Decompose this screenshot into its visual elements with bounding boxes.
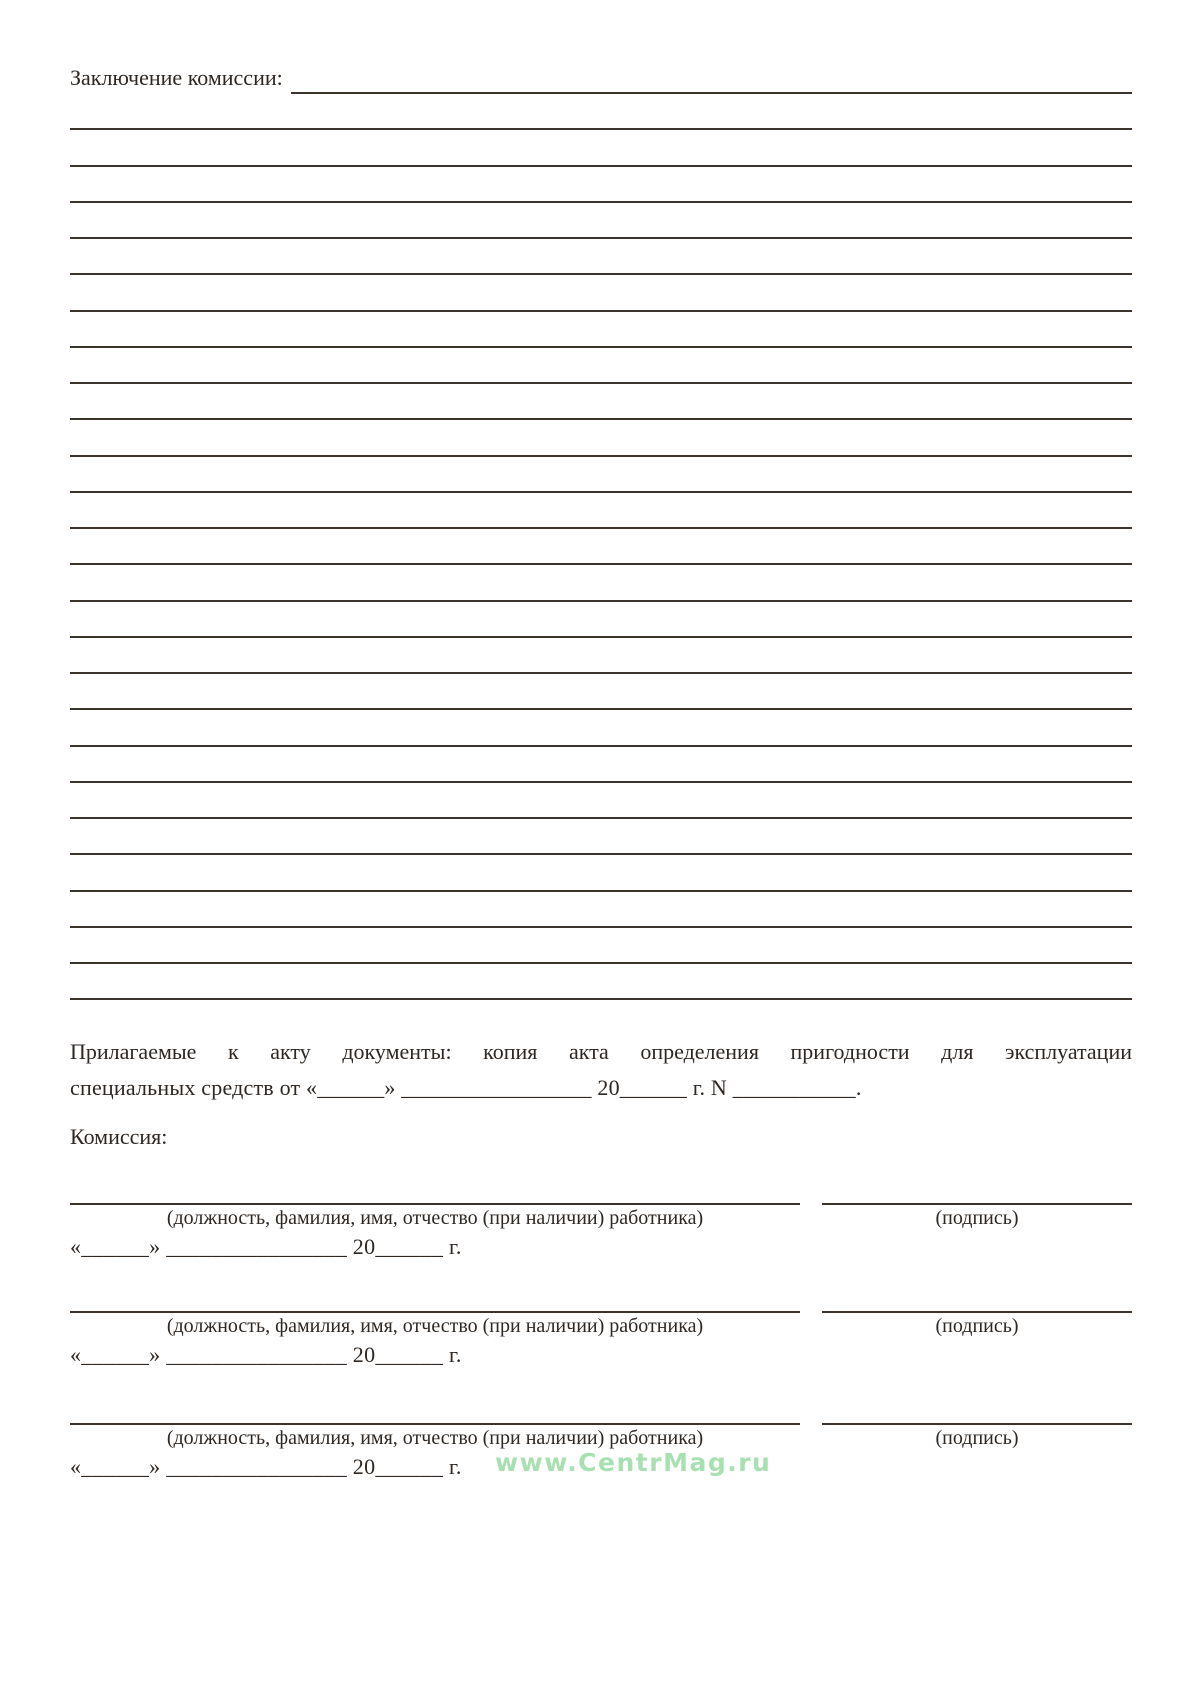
ruled-line — [70, 674, 1132, 710]
attached-documents-paragraph — [70, 1034, 1132, 1106]
signature-block-1 — [70, 1171, 1132, 1261]
commission-label: Комиссия: — [70, 1124, 168, 1150]
signature-caption-sign: (подпись) — [935, 1315, 1019, 1338]
ruled-line — [70, 638, 1132, 674]
signature-sign-blank-line — [822, 1391, 1132, 1425]
signature-lines-row — [70, 1171, 1132, 1205]
attached-documents-line2: специальных средств от «______» _________________ 20______ г. N ___________. — [70, 1075, 862, 1101]
signature-captions-row — [70, 1313, 1132, 1339]
signature-caption-name: (должность, фамилия, имя, отчество (при наличии) работника) — [166, 1427, 704, 1450]
signature-block-3 — [70, 1391, 1132, 1481]
signature-caption-sign: (подпись) — [935, 1207, 1019, 1230]
ruled-line — [70, 565, 1132, 601]
ruled-line — [70, 892, 1132, 928]
signature-lines-row — [70, 1279, 1132, 1313]
ruled-line — [70, 420, 1132, 456]
signature-name-blank-line — [70, 1171, 800, 1205]
signature-lines-row — [70, 1391, 1132, 1425]
ruled-line — [70, 783, 1132, 819]
ruled-line — [70, 855, 1132, 891]
signature-caption-name: (должность, фамилия, имя, отчество (при наличии) работника) — [166, 1315, 704, 1338]
ruled-line — [70, 275, 1132, 311]
signature-date-line: «______» ________________ 20______ г. — [70, 1342, 462, 1368]
signature-captions-row — [70, 1425, 1132, 1451]
signature-name-blank-line — [70, 1391, 800, 1425]
signature-sign-blank-line — [822, 1279, 1132, 1313]
ruled-line — [70, 167, 1132, 203]
ruled-line — [70, 94, 1132, 130]
ruled-line — [70, 203, 1132, 239]
ruled-line — [70, 130, 1132, 166]
attached-documents-line1: Прилагаемые к акту документы: копия акта определения пригодности для эксплуатации — [70, 1039, 1132, 1065]
ruled-line — [70, 964, 1132, 1000]
conclusion-ruled-lines — [70, 94, 1132, 1000]
ruled-line — [70, 747, 1132, 783]
conclusion-label: Заключение комиссии: — [70, 65, 283, 90]
ruled-line — [70, 348, 1132, 384]
signature-block-2 — [70, 1279, 1132, 1369]
ruled-line — [70, 529, 1132, 565]
ruled-line — [70, 312, 1132, 348]
ruled-line — [70, 928, 1132, 964]
signature-date-line: «______» ________________ 20______ г. — [70, 1454, 462, 1480]
ruled-line — [70, 457, 1132, 493]
signature-caption-name: (должность, фамилия, имя, отчество (при наличии) работника) — [166, 1207, 704, 1230]
ruled-line — [70, 239, 1132, 275]
ruled-line — [70, 819, 1132, 855]
signature-caption-sign: (подпись) — [935, 1427, 1019, 1450]
conclusion-inline-blank-line — [291, 92, 1132, 94]
conclusion-heading-row — [70, 58, 1132, 94]
ruled-line — [70, 493, 1132, 529]
ruled-line — [70, 384, 1132, 420]
ruled-line — [70, 602, 1132, 638]
signature-sign-blank-line — [822, 1171, 1132, 1205]
signature-name-blank-line — [70, 1279, 800, 1313]
signature-captions-row — [70, 1205, 1132, 1231]
centrmag-watermark: www.CentrMag.ru — [495, 1448, 772, 1477]
signature-date-line: «______» ________________ 20______ г. — [70, 1234, 462, 1260]
ruled-line — [70, 710, 1132, 746]
form-content — [70, 58, 1132, 1481]
